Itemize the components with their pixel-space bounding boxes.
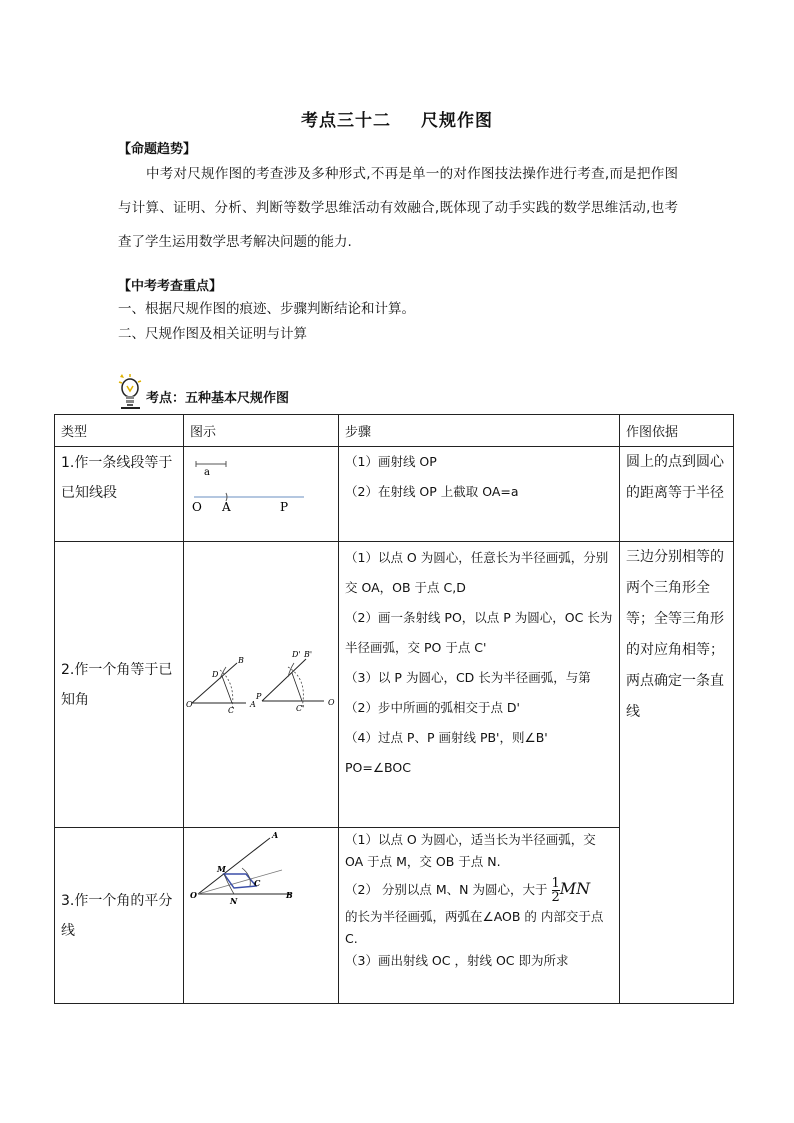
table-row: [55, 542, 734, 828]
step: （3）画出射线 OC ，射线 OC 即为所求: [345, 953, 569, 968]
label-A: A: [272, 830, 279, 840]
focus-point-1: 一、根据尺规作图的痕迹、步骤判断结论和计算。: [118, 301, 415, 317]
row3-figure: [184, 828, 339, 1004]
focus-heading: 【中考考查重点】: [118, 279, 223, 294]
label-O: O: [192, 500, 202, 514]
label-C: C: [254, 878, 261, 888]
label-C-prime: C': [296, 703, 305, 713]
label-B: B: [238, 655, 244, 665]
step: 的长为半径画弧，两弧在∠AOB 的 内部交于点 C.: [345, 909, 604, 946]
label-A: A: [222, 500, 231, 514]
label-C: C: [228, 705, 235, 715]
row3-steps: [339, 828, 620, 1004]
row2-type: 2.作一个角等于已知角: [55, 542, 184, 828]
label-O: O: [186, 699, 193, 709]
label-a: a: [204, 467, 210, 478]
fraction-den: 2: [551, 890, 560, 905]
step: （3）以 P 为圆心，CD 长为半径画弧，与第: [345, 670, 591, 685]
fraction-expr: MN: [559, 879, 591, 898]
row2-figure: [184, 542, 339, 828]
row3-type: 3.作一个角的平分线: [55, 828, 184, 1004]
fraction-num: 1: [551, 876, 560, 891]
label-P: P: [280, 500, 289, 514]
row1-steps: [339, 447, 620, 542]
step: （1）以点 O 为圆心，适当长为半径画弧，交 OA 于点 M，交 OB 于点 N.: [345, 832, 596, 869]
label-O2: O: [328, 697, 335, 707]
label-O: O: [190, 890, 197, 900]
row1-figure: [184, 447, 339, 542]
step: （1）画射线 OP: [345, 454, 437, 469]
label-D-prime: D': [292, 649, 301, 659]
row2-basis: 三边分别相等的两个三角形全等；全等三角形的对应角相等；两点确定一条直线: [620, 542, 734, 1004]
step: （2）在射线 OP 上截取 OA=a: [345, 484, 519, 499]
row2-steps: [339, 542, 620, 828]
label-M: M: [217, 864, 226, 874]
header-type: 类型: [55, 415, 184, 447]
fraction: [552, 877, 560, 904]
lightbulb-icon: [118, 374, 142, 410]
label-D: D: [212, 669, 219, 679]
step-with-fraction: [345, 873, 613, 906]
table-header-row: [55, 415, 734, 447]
row1-type: 1.作一条线段等于已知线段: [55, 447, 184, 542]
table-row: [55, 447, 734, 542]
header-figure: 图示: [184, 415, 339, 447]
focus-point-2: 二、尺规作图及相关证明与计算: [118, 326, 307, 342]
label-N: N: [230, 896, 238, 906]
header-steps: 步骤: [339, 415, 620, 447]
label-B: B: [286, 890, 293, 900]
step: （2）步中所画的弧相交于点 D': [345, 700, 520, 715]
trend-heading: 【命题趋势】: [118, 142, 197, 157]
label-A: A: [250, 699, 256, 709]
step-text: （2） 分别以点 M、N 为圆心，大于: [345, 882, 548, 897]
label-P: P: [256, 691, 262, 701]
kaodian-label: 考点：五种基本尺规作图: [146, 391, 290, 406]
row1-basis: 圆上的点到圆心的距离等于半径: [620, 447, 734, 542]
title-main: 考点三十二: [301, 111, 391, 131]
construction-table: [54, 414, 734, 1004]
step: （4）过点 P、P 画射线 PB'，则∠B' PO=∠BOC: [345, 730, 548, 775]
page-title: [0, 106, 794, 131]
angle-copy-figure: [184, 643, 338, 723]
header-basis: 作图依据: [620, 415, 734, 447]
step: （2）画一条射线 PO，以点 P 为圆心，OC 长为半径画弧，交 PO 于点 C': [345, 610, 613, 655]
title-sub: 尺规作图: [421, 111, 493, 131]
angle-bisector-figure: [184, 828, 338, 918]
trend-paragraph: 中考对尺规作图的考查涉及多种形式,不再是单一的对作图技法操作进行考查,而是把作图与计算、证明、分析、判断等数学思维活动有效融合,既体现了动手实践的数学思维活动,也考查了学生运用数学思考解决问题的能力.: [118, 166, 678, 250]
segment-figure: [184, 447, 338, 537]
label-B-prime: B': [304, 649, 313, 659]
kaodian-header: [118, 374, 289, 410]
step: （1）以点 O 为圆心，任意长为半径画弧，分别交 OA，OB 于点 C,D: [345, 550, 609, 595]
